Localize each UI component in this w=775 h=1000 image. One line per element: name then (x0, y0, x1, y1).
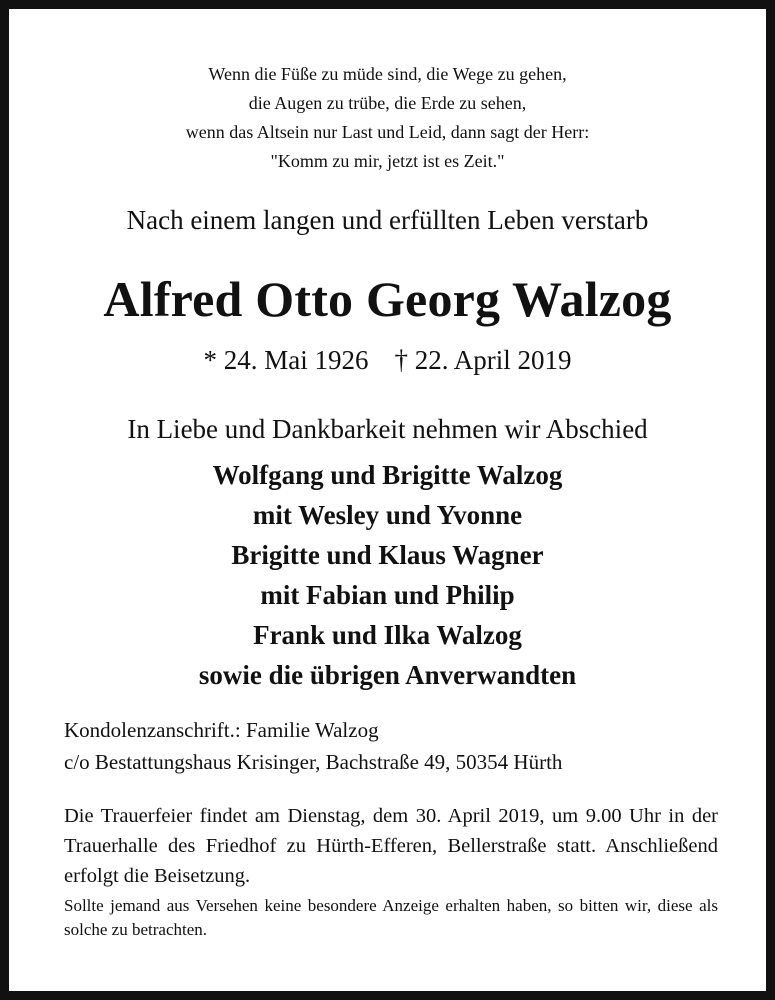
poem (9, 60, 766, 176)
mourners-list (9, 455, 766, 695)
poem-line: Wenn die Füße zu müde sind, die Wege zu gehen, (208, 64, 567, 84)
mourner-line: Wolfgang und Brigitte Walzog (212, 460, 563, 490)
address-line: c/o Bestattungshaus Krisinger, Bachstraße 49, 50354 Hürth (64, 750, 563, 774)
poem-line: die Augen zu trübe, die Erde zu sehen, (248, 93, 527, 113)
mourner-line: Frank und Ilka Walzog (253, 620, 522, 650)
intro-text: Nach einem langen und erfüllten Leben verstarb (126, 205, 649, 235)
mourner-line: Brigitte und Klaus Wagner (231, 540, 544, 570)
poem-line: "Komm zu mir, jetzt ist es Zeit." (270, 151, 505, 171)
mourner-line: mit Fabian und Philip (260, 580, 515, 610)
death-date: † 22. April 2019 (394, 345, 572, 375)
condolence-address (64, 714, 724, 778)
birth-date: * 24. Mai 1926 (203, 345, 369, 375)
notice-note: Sollte jemand aus Versehen keine besondere Anzeige erhalten haben, so bitten wir, diese als solche zu betrachten. (64, 896, 718, 939)
farewell-text: In Liebe und Dankbarkeit nehmen wir Abschied (127, 414, 648, 444)
address-line: Kondolenzanschrift.: Familie Walzog (64, 718, 379, 742)
mourner-line: mit Wesley und Yvonne (252, 500, 523, 530)
poem-line: wenn das Altsein nur Last und Leid, dann sagt der Herr: (185, 122, 590, 142)
deceased-name: Alfred Otto Georg Walzog (103, 271, 672, 327)
life-dates (9, 342, 766, 378)
service-info: Die Trauerfeier findet am Dienstag, dem 30. April 2019, um 9.00 Uhr in der Trauerhalle des Friedhof zu Hürth-Efferen, Bellerstraße statt. Anschließend erfolgt die Beisetzung. (64, 805, 718, 887)
mourner-line: sowie die übrigen Anverwandten (198, 660, 577, 690)
obituary-notice (9, 9, 766, 991)
